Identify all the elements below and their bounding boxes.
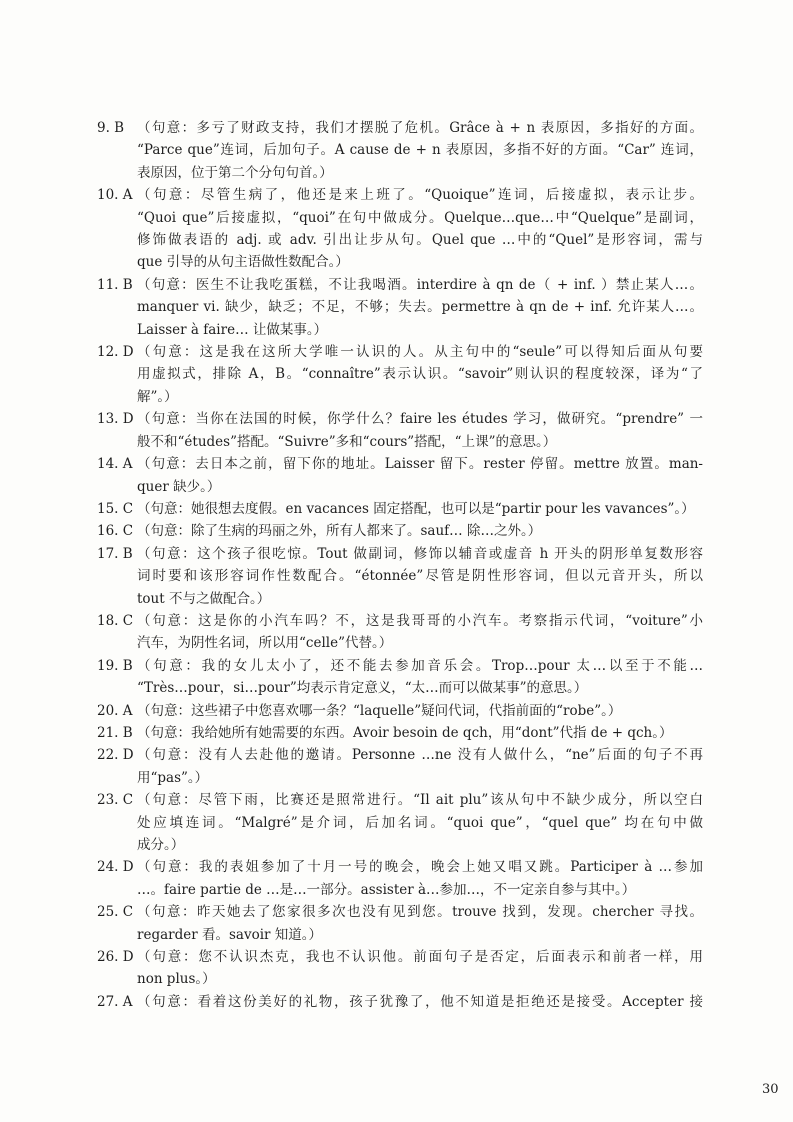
explanation-line: regarder 看。savoir 知道。） xyxy=(137,926,323,943)
explanation xyxy=(137,722,703,744)
explanation xyxy=(137,655,703,700)
explanation xyxy=(137,184,703,274)
explanation xyxy=(137,789,703,856)
answer-number: 23. C xyxy=(97,792,134,809)
answer-number: 22. D xyxy=(97,747,134,764)
explanation xyxy=(137,117,703,184)
answer-number: 11. B xyxy=(97,276,133,293)
answer-item xyxy=(97,655,703,700)
answer-item xyxy=(97,991,703,1013)
answer-number: 10. A xyxy=(97,187,133,204)
explanation-line: que 引导的从句主语做性数配合。） xyxy=(137,254,349,271)
answer-item xyxy=(97,946,703,991)
explanation-line: manquer vi. 缺少，缺乏；不足，不够；失去。permettre à qn de + inf. 允许某人…。 xyxy=(137,299,703,316)
answer-explanations xyxy=(97,117,703,1013)
answer-number: 19. B xyxy=(97,657,133,674)
explanation-line: 成分。） xyxy=(137,837,185,853)
explanation-line: （句意：没有人去赴他的邀请。Personne …ne 没有人做什么，“ne”后面的句子不再 xyxy=(137,747,703,764)
explanation-line: （句意：她很想去度假。en vacances 固定搭配，也可以是“partir pour les vavances”。） xyxy=(137,500,695,517)
explanation-line: “Parce que”连词，后加句子。A cause de + n 表原因，多指不好的方面。“Car” 连词， xyxy=(137,142,703,159)
explanation-line: （句意：昨天她去了您家很多次也没有见到您。trouve 找到，发现。chercher 寻找。 xyxy=(137,904,703,921)
explanation-line: （句意：您不认识杰克，我也不认识他。前面句子是否定，后面表示和前者一样，用 xyxy=(137,949,703,966)
explanation xyxy=(137,744,703,789)
explanation-line: （句意：我给她所有她需要的东西。Avoir besoin de qch，用“dont”代指 de + qch。） xyxy=(137,724,673,741)
answer-number: 27. A xyxy=(97,993,133,1010)
explanation-line: （句意：我的女儿太小了，还不能去参加音乐会。Trop…pour 太…以至于不能… xyxy=(137,657,703,674)
answer-item xyxy=(97,700,703,722)
explanation-line: （句意：除了生病的玛丽之外，所有人都来了。sauf… 除…之外。） xyxy=(137,523,542,540)
explanation-line: Laisser à faire… 让做某事。） xyxy=(137,321,328,338)
explanation-line: （句意：当你在法国的时候，你学什么？faire les études 学习，做研究。“prendre” 一 xyxy=(137,411,703,428)
answer-number: 20. A xyxy=(97,702,133,719)
explanation-line: （句意：多亏了财政支持，我们才摆脱了危机。Grâce à + n 表原因，多指好的方面。 xyxy=(137,120,703,136)
answer-number: 25. C xyxy=(97,904,134,921)
answer-number: 14. A xyxy=(97,456,133,473)
answer-item xyxy=(97,453,703,498)
explanation-line: “Très…pour，si…pour”均表示肯定意义，“太…而可以做某事”的意思。） xyxy=(137,680,588,697)
answer-item xyxy=(97,117,703,184)
explanation-line: 处应填连词。“Malgré”是介词，后加名词。“quoi que”，“quel que” 均在句中做 xyxy=(137,814,703,831)
explanation xyxy=(137,408,703,453)
explanation-line: （句意：这个孩子很吃惊。Tout 做副词，修饰以辅音或虚音 h 开头的阴形单复数形容 xyxy=(137,545,703,562)
explanation-line: 用“pas”。） xyxy=(137,769,209,786)
explanation-line: …。faire partie de …是…一部分。assister à…参加…，不一定亲自参与其中。） xyxy=(137,881,636,898)
answer-number: 16. C xyxy=(97,523,134,540)
explanation-line: 表原因，位于第二个分句句首。） xyxy=(137,164,333,181)
explanation xyxy=(137,901,703,946)
explanation xyxy=(137,543,703,610)
answer-number: 15. C xyxy=(97,500,134,517)
explanation-line: 词时要和该形容词作性数配合。“étonnée”尽管是阴性形容词，但以元音开头，所以 xyxy=(137,568,703,585)
explanation-line: 修饰做表语的 adj. 或 adv. 引出让步从句。Quel que …中的“Quel”是形容词，需与 xyxy=(137,232,703,249)
explanation xyxy=(137,991,703,1013)
explanation-line: （句意：医生不让我吃蛋糕，不让我喝酒。interdire à qn de（ + inf. ）禁止某人…。 xyxy=(137,276,703,293)
explanation-line: 汽车，为阴性名词，所以用“celle”代替。） xyxy=(137,635,393,652)
explanation-line: tout 不与之做配合。） xyxy=(137,590,271,607)
answer-number: 24. D xyxy=(97,859,134,876)
explanation xyxy=(137,341,703,408)
answer-number: 13. D xyxy=(97,411,134,428)
explanation xyxy=(137,946,703,991)
answer-number: 12. D xyxy=(97,344,134,361)
answer-item xyxy=(97,274,703,341)
answer-item xyxy=(97,341,703,408)
answer-item xyxy=(97,184,703,274)
page-number: 30 xyxy=(762,1082,779,1097)
answer-item xyxy=(97,901,703,946)
explanation-line: （句意：尽管生病了，他还是来上班了。“Quoique”连词，后接虚拟，表示让步。 xyxy=(137,187,703,204)
explanation-line: “Quoi que”后接虚拟，“quoi”在句中做成分。Quelque…que…中“Quelque”是副词， xyxy=(137,209,703,226)
answer-item xyxy=(97,520,703,542)
explanation-line: 般不和“études”搭配。“Suivre”多和“cours”搭配，“上课”的意思。） xyxy=(137,433,557,450)
explanation-line: （句意：这些裙子中您喜欢哪一条？“laquelle”疑问代词，代指前面的“robe”。） xyxy=(137,702,622,719)
explanation-line: non plus。） xyxy=(137,971,216,988)
explanation xyxy=(137,610,703,655)
answer-number: 17. B xyxy=(97,545,133,562)
explanation-line: quer 缺少。） xyxy=(137,478,221,495)
explanation xyxy=(137,520,703,542)
explanation-line: 解”。） xyxy=(137,388,178,405)
explanation-line: （句意：我的表姐参加了十月一号的晚会，晚会上她又唱又跳。Participer à …参加 xyxy=(137,859,703,876)
explanation xyxy=(137,700,703,722)
explanation xyxy=(137,856,703,901)
explanation xyxy=(137,274,703,341)
answer-number: 18. C xyxy=(97,612,134,629)
explanation-line: （句意：尽管下雨，比赛还是照常进行。“Il ait plu”该从句中不缺少成分，所以空白 xyxy=(137,792,703,809)
answer-number: 26. D xyxy=(97,949,134,966)
explanation xyxy=(137,498,703,520)
answer-item xyxy=(97,722,703,744)
answer-item xyxy=(97,789,703,856)
answer-item xyxy=(97,498,703,520)
answer-item xyxy=(97,856,703,901)
explanation-line: 用虚拟式，排除 A，B。“connaître”表示认识。“savoir”则认识的程度较深，译为“了 xyxy=(137,366,703,383)
explanation-line: （句意：看着这份美好的礼物，孩子犹豫了，他不知道是拒绝还是接受。Accepter 接 xyxy=(137,993,703,1010)
explanation-line: （句意：这是你的小汽车吗？不，这是我哥哥的小汽车。考察指示代词，“voiture”小 xyxy=(137,612,703,629)
answer-number: 21. B xyxy=(97,724,133,741)
answer-item xyxy=(97,744,703,789)
explanation-line: （句意：这是我在这所大学唯一认识的人。从主句中的“seule”可以得知后面从句要 xyxy=(137,344,703,361)
answer-item xyxy=(97,543,703,610)
answer-item xyxy=(97,610,703,655)
explanation xyxy=(137,453,703,498)
answer-item xyxy=(97,408,703,453)
answer-number: 9. B xyxy=(97,120,125,136)
explanation-line: （句意：去日本之前，留下你的地址。Laisser 留下。rester 停留。mettre 放置。man- xyxy=(137,456,703,473)
